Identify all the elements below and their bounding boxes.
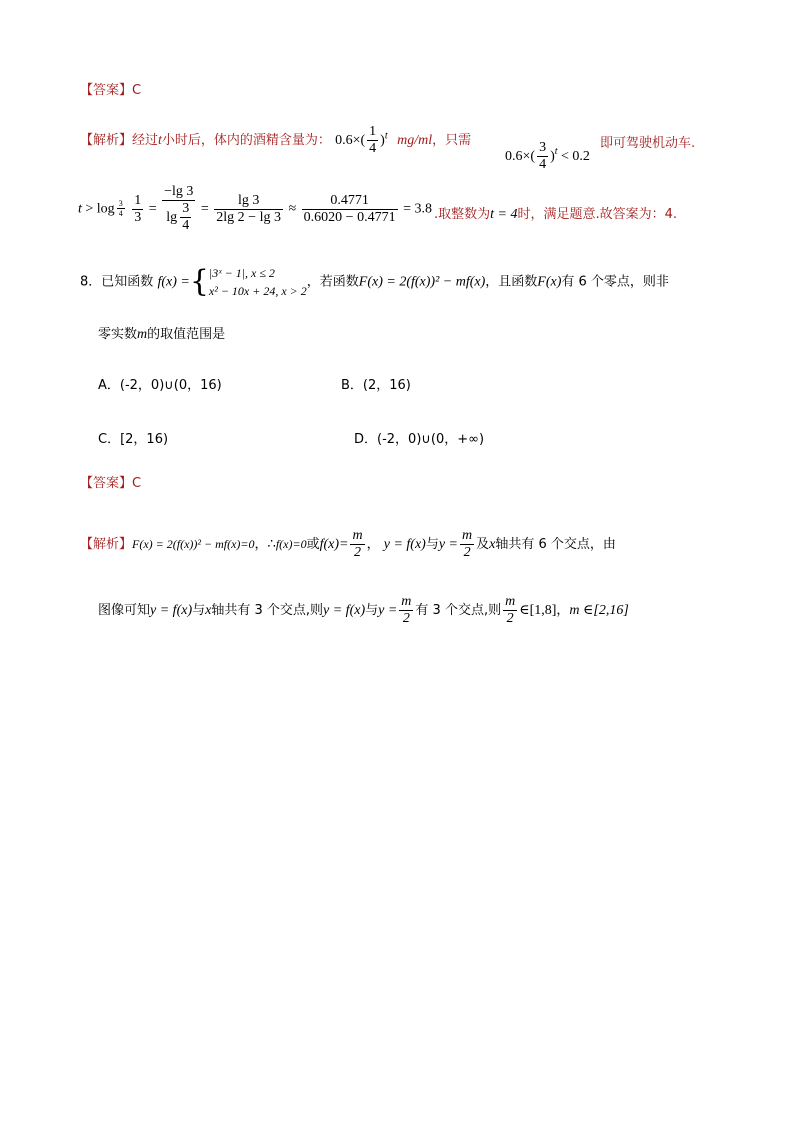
fraction: $\frac{1}{4}$	[369, 124, 377, 157]
answer-value: C	[132, 83, 142, 98]
unit: mg/ml	[397, 132, 433, 148]
option-a: A．(-2，0)∪(0，16)	[98, 378, 222, 393]
exponent: t	[384, 130, 388, 142]
q7-answer-line	[80, 84, 141, 97]
text: 经过	[132, 132, 159, 148]
brace: {	[189, 264, 209, 299]
q7-inequality: 0.6×( $\frac{3}{4}$ )$^t$ < 0.2	[505, 140, 590, 173]
q8-analysis-line2: 图像可知y = f(x)与x轴共有 3 个交点,则y = f(x)与y = $\frac{m}{2}$ 有 3 个交点,则 $\frac{m}{2}$ ∈[1,8]，m ∈[2,16]	[98, 594, 629, 627]
q7-derivation: t > log $\frac{3}{4}$ $\frac{1}{3}$ = −lg 3 lg $\frac{3}{4}$ = $\frac{\lg 3}{2\lg 2 - \lg 3}$ ≈ $\frac{0.4771}{0.6020 - 0.4771}$ = 3.8	[78, 184, 432, 234]
q7-analysis-line1	[80, 124, 471, 164]
q8-analysis-line1: 【解析】F(x) = 2(f(x))² − mf(x)=0，∴f(x)=0或f(x)= $\frac{m}{2}$ ， y = f(x)与y = $\frac{m}{2}$ 及x轴共有 6 个交点，由	[80, 528, 616, 561]
expr-prefix: 0.6×(	[335, 132, 366, 148]
var-t: t	[158, 132, 162, 148]
q8-stem-line1: 8．已知函数 f(x) ={ |3ˣ − 1|, x ≤ 2 x² − 10x + 24, x > 2 ，若函数F(x) = 2(f(x))² − mf(x)，且函数F(x)有 6 个零点，则非	[80, 264, 669, 299]
q7-text-drive: 即可驾驶机动车.	[600, 136, 696, 151]
option-d: D．(-2，0)∪(0，+∞)	[354, 432, 485, 447]
analysis-tag: 【解析】	[80, 132, 133, 148]
text: 小时后，体内的酒精含量为：	[161, 132, 331, 148]
question-number: 8．	[80, 274, 102, 290]
q7-conclusion: .取整数为t = 4时，满足题意.故答案为：4.	[434, 207, 678, 222]
log-base: $\frac{3}{4}$	[118, 198, 123, 219]
option-c: C．[2，16)	[98, 432, 169, 447]
option-b: B．(2，16)	[341, 378, 411, 393]
piecewise-cases: |3ˣ − 1|, x ≤ 2 x² − 10x + 24, x > 2	[208, 266, 307, 298]
text: ，只需	[432, 132, 472, 148]
alcohol-expression: 0.6×( $\frac{1}{4}$ )$^t$	[335, 124, 388, 157]
q8-answer-line: 【答案】C	[80, 476, 142, 491]
answer-tag: 【答案】	[80, 83, 133, 98]
q8-stem-line2: 零实数m的取值范围是	[98, 327, 226, 342]
